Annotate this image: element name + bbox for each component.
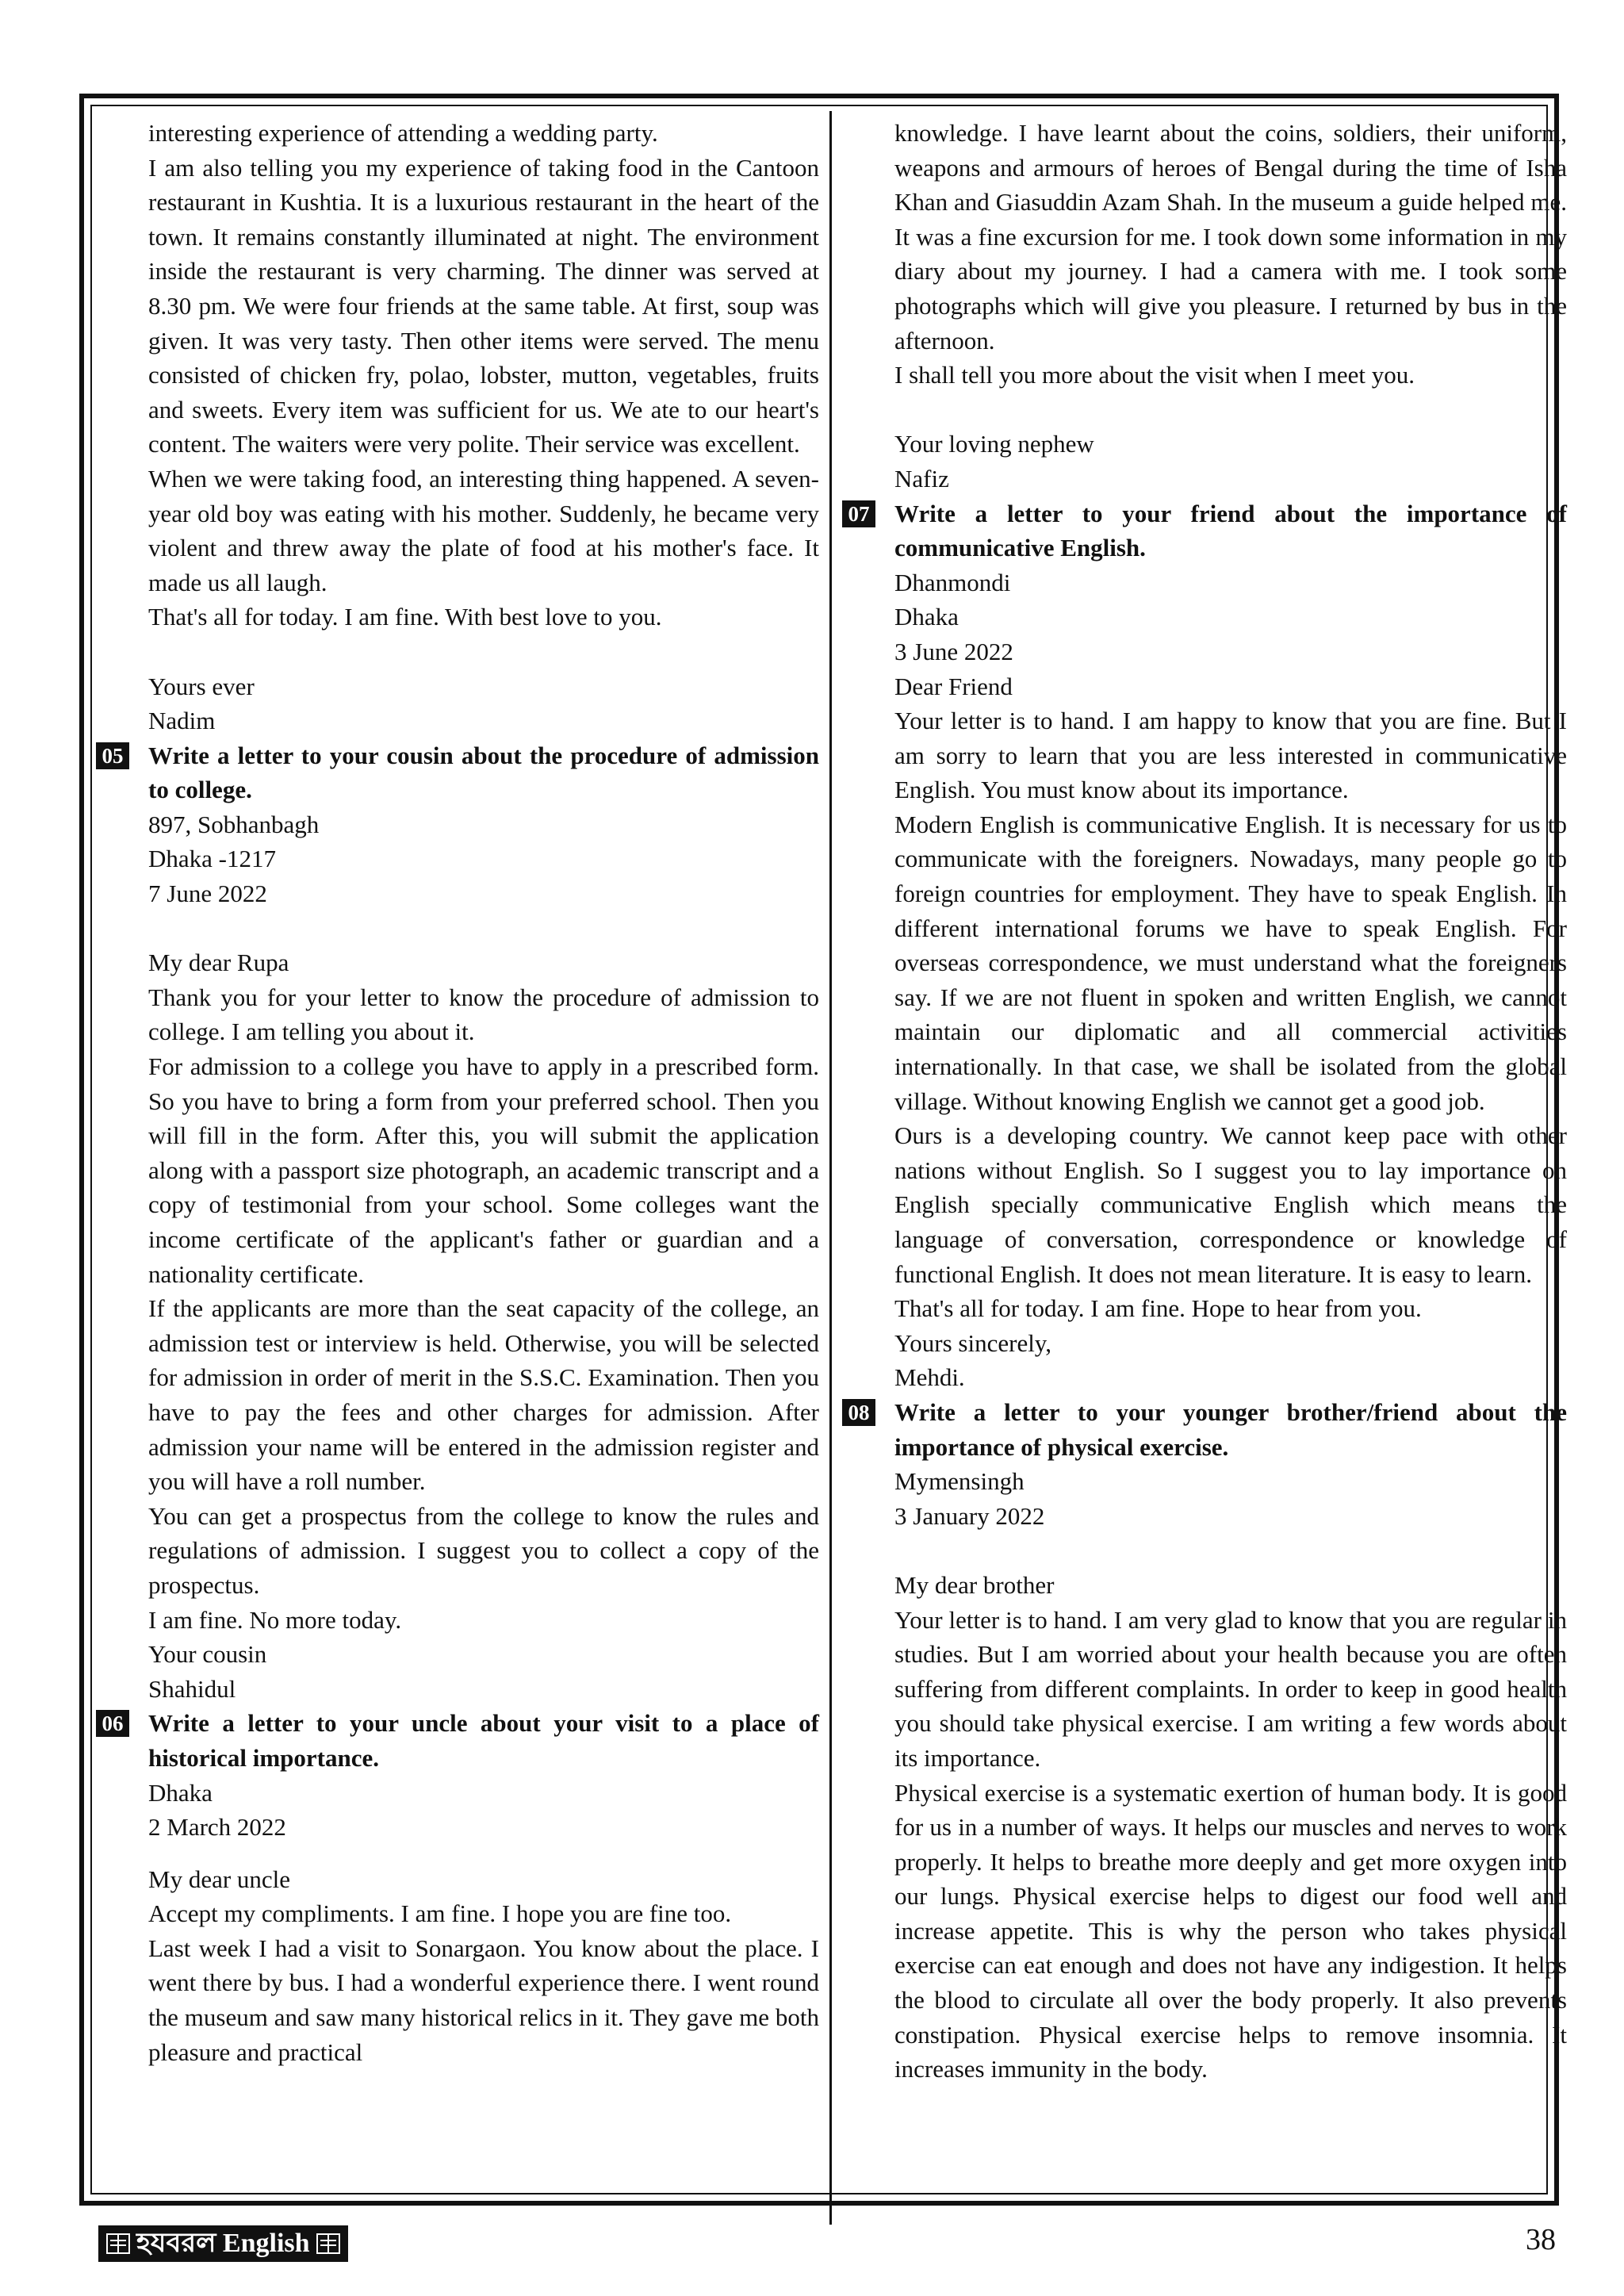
paragraph: interesting experience of attending a wedding party. [148,119,658,147]
paragraph: For admission to a college you have to apply in a prescribed form. So you have to bring a form from your preferred school. Then you will fill in the form. After this, you will submit the application along with a passport size photograph, an academic transcript and a copy of testimonial from your school. Some colleges want the income certificate of the applicant's father or guardian and a nationality certificate. [148,1052,819,1288]
paragraph: Your letter is to hand. I am happy to know that you are fine. But I am sorry to learn that you are less interested in communicative English. You must know about its importance. [894,707,1567,804]
question-06 [102,1706,819,1775]
paragraph: Your letter is to hand. I am very glad to know that you are regular in studies. But I am worried about your health because you are often suffering from different complaints. In order to keep in good health you should take physical exercise. I am writing a few words about its importance. [894,1605,1567,1772]
blank-line [148,1845,819,1862]
paragraph: Accept my compliments. I am fine. I hope you are fine too. [148,1899,732,1928]
letter-address: Dhaka [148,1778,213,1807]
letter-address: Dhaka -1217 [148,845,276,873]
letter-address: Mymensingh [894,1467,1025,1496]
question-text: Write a letter to your cousin about the procedure of admission to college. [148,741,819,804]
letter-salutation: My dear Rupa [148,949,289,977]
letter-date: 3 January 2022 [894,1501,1045,1530]
left-column [102,116,819,2069]
question-text: Write a letter to your uncle about your visit to a place of historical importance. [148,1709,819,1772]
question-number-badge: 06 [96,1710,129,1737]
letter-signature: Nafiz [894,464,949,493]
paragraph: If the applicants are more than the seat capacity of the college, an admission test or interview is held. Otherwise, you will be selected for admission in order of merit in the S.S.C. Examination. Then you have to pay the fees and other charges for admission. After admission your name will be entered in the admission register and you will have a roll number. [148,1294,819,1496]
paragraph: That's all for today. I am fine. With best love to you. [148,603,662,631]
question-08 [848,1395,1567,1464]
paragraph: knowledge. I have learnt about the coins, soldiers, their uniform, weapons and armours of heroes of Bengal during the time of Isha Khan and Giasuddin Azam Shah. In the museum a guide helped me. It was a fine excursion for me. I took down some information in my diary about my journey. I had a camera with me. I took some photographs which will give you pleasure. I returned by bus in the afternoon. [894,119,1567,355]
blank-line [894,1533,1567,1568]
paragraph: Last week I had a visit to Sonargaon. You know about the place. I went there by bus. I had a wonderful experience there. I went round the museum and saw many historical relics in it. They gave me both pleasure and practical [148,1934,819,2066]
paragraph: I shall tell you more about the visit when I meet you. [894,361,1415,389]
letter-salutation: Dear Friend [894,672,1013,700]
question-text: Write a letter to your younger brother/friend about the importance of physical exercise. [894,1397,1567,1461]
question-07 [848,496,1567,565]
letter-address: Dhaka [894,603,959,631]
blank-line [894,393,1567,427]
letter-signature: Mehdi. [894,1363,965,1392]
paragraph: Ours is a developing country. We cannot keep pace with other nations without English. So I suggest you to lay importance on English specially communicative English which means the language of conversation, correspondence or knowledge of functional English. It does not mean literature. It is easy to learn. [894,1121,1567,1288]
paragraph: I am also telling you my experience of taking food in the Cantoon restaurant in Kushtia. It is a luxurious restaurant in the heart of the town. It remains constantly illuminated at night. The environment inside the restaurant is very charming. The dinner was served at 8.30 pm. We were four friends at the same table. At first, soup was given. It was very tasty. Then other items were served. The menu consisted of chicken fry, polao, lobster, mutton, vegetables, fruits and sweets. Every item was sufficient for us. We ate to our heart's content. The waiters were very polite. Their service was excellent. [148,153,819,458]
question-number-badge: 08 [842,1399,875,1426]
footer-brand-text: হযবরল English [136,2229,310,2258]
page-number: 38 [1526,2223,1556,2256]
question-05 [102,738,819,807]
paragraph: Thank you for your letter to know the procedure of admission to college. I am telling you about it. [148,983,819,1046]
question-text: Write a letter to your friend about the importance of communicative English. [894,499,1567,562]
letter-closing: Your loving nephew [894,430,1094,458]
question-number-badge: 07 [842,500,875,527]
right-column [848,116,1567,2087]
paragraph: Physical exercise is a systematic exertion of human body. It is good for us in a number of ways. It helps our muscles and nerves to work properly. It helps to breathe more deeply and get more oxygen into our lungs. Physical exercise helps to digest our food well and increase appetite. This is why the person who takes physical exercise can eat enough and does not have any indigestion. It helps the blood to circulate all over the body properly. It also prevents constipation. Physical exercise helps to remove insomnia. It increases immunity in the body. [894,1778,1567,2083]
book-icon [316,2233,340,2254]
letter-signature: Nadim [148,707,216,735]
letter-date: 7 June 2022 [148,880,267,908]
letter-salutation: My dear brother [894,1570,1055,1599]
letter-closing: Yours ever [148,672,255,700]
question-number-badge: 05 [96,742,129,769]
paragraph: Modern English is communicative English. It is necessary for us to communicate with the foreigners. Nowadays, many people go to foreign countries for employment. They have to speak English. In different international forums we have to speak English. For overseas correspondence, we must understand what the foreigners say. If we are not fluent in spoken and written English, we cannot maintain our diplomatic and all commercial activities internationally. In that case, we shall be isolated from the global village. Without knowing English we cannot get a good job. [894,810,1567,1115]
letter-signature: Shahidul [148,1674,236,1703]
paragraph: That's all for today. I am fine. Hope to hear from you. [894,1294,1422,1323]
letter-closing: Yours sincerely, [894,1328,1052,1357]
letter-date: 3 June 2022 [894,637,1013,665]
footer-brand [98,2225,348,2262]
paragraph: You can get a prospectus from the college to know the rules and regulations of admission. I suggest you to collect a copy of the prospectus. [148,1501,819,1599]
letter-date: 2 March 2022 [148,1813,286,1842]
paragraph: When we were taking food, an interesting thing happened. A seven-year old boy was eating with his mother. Suddenly, he became very violent and threw away the plate of food at his mother's face. It made us all laugh. [148,464,819,596]
book-icon [106,2233,130,2254]
blank-line [148,634,819,669]
blank-line [148,911,819,946]
letter-address: 897, Sobhanbagh [148,810,320,838]
letter-closing: Your cousin [148,1640,267,1669]
letter-salutation: My dear uncle [148,1865,291,1893]
column-divider [829,111,832,2225]
letter-address: Dhanmondi [894,568,1011,596]
paragraph: I am fine. No more today. [148,1605,402,1634]
